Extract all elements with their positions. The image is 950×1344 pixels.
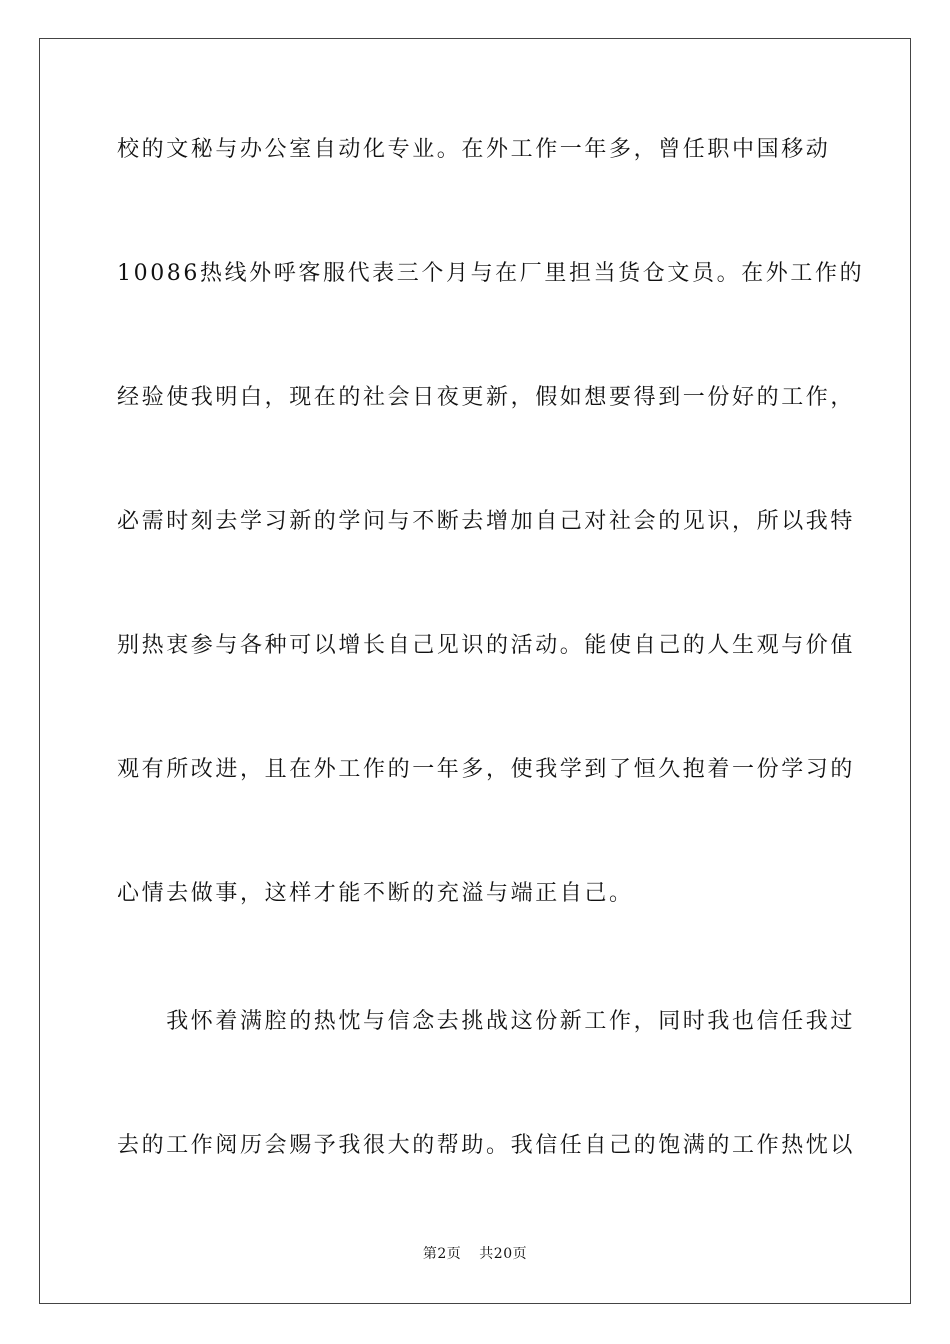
body-text-line: 别热衷参与各种可以增长自己见识的活动。能使自己的人生观与价值	[117, 633, 856, 658]
body-text-line: 10086热线外呼客服代表三个月与在厂里担当货仓文员。在外工作的	[117, 261, 865, 286]
body-text-line: 我怀着满腔的热忱与信念去挑战这份新工作，同时我也信任我过	[117, 1009, 856, 1034]
page-total: 共20页	[479, 1246, 528, 1262]
body-text-line: 心情去做事，这样才能不断的充溢与端正自己。	[117, 881, 634, 906]
body-text-line: 观有所改进，且在外工作的一年多，使我学到了恒久抱着一份学习的	[117, 757, 856, 782]
body-text-line: 去的工作阅历会赐予我很大的帮助。我信任自己的饱满的工作热忱以	[117, 1133, 856, 1158]
body-text-line: 校的文秘与办公室自动化专业。在外工作一年多，曾任职中国移动	[117, 137, 831, 162]
page-number: 第2页	[422, 1246, 462, 1262]
body-text-line: 经验使我明白，现在的社会日夜更新，假如想要得到一份好的工作，	[117, 385, 856, 410]
page-border	[39, 38, 911, 1304]
page-footer	[0, 1244, 950, 1264]
body-text-line: 必需时刻去学习新的学问与不断去增加自己对社会的见识，所以我特	[117, 509, 856, 534]
